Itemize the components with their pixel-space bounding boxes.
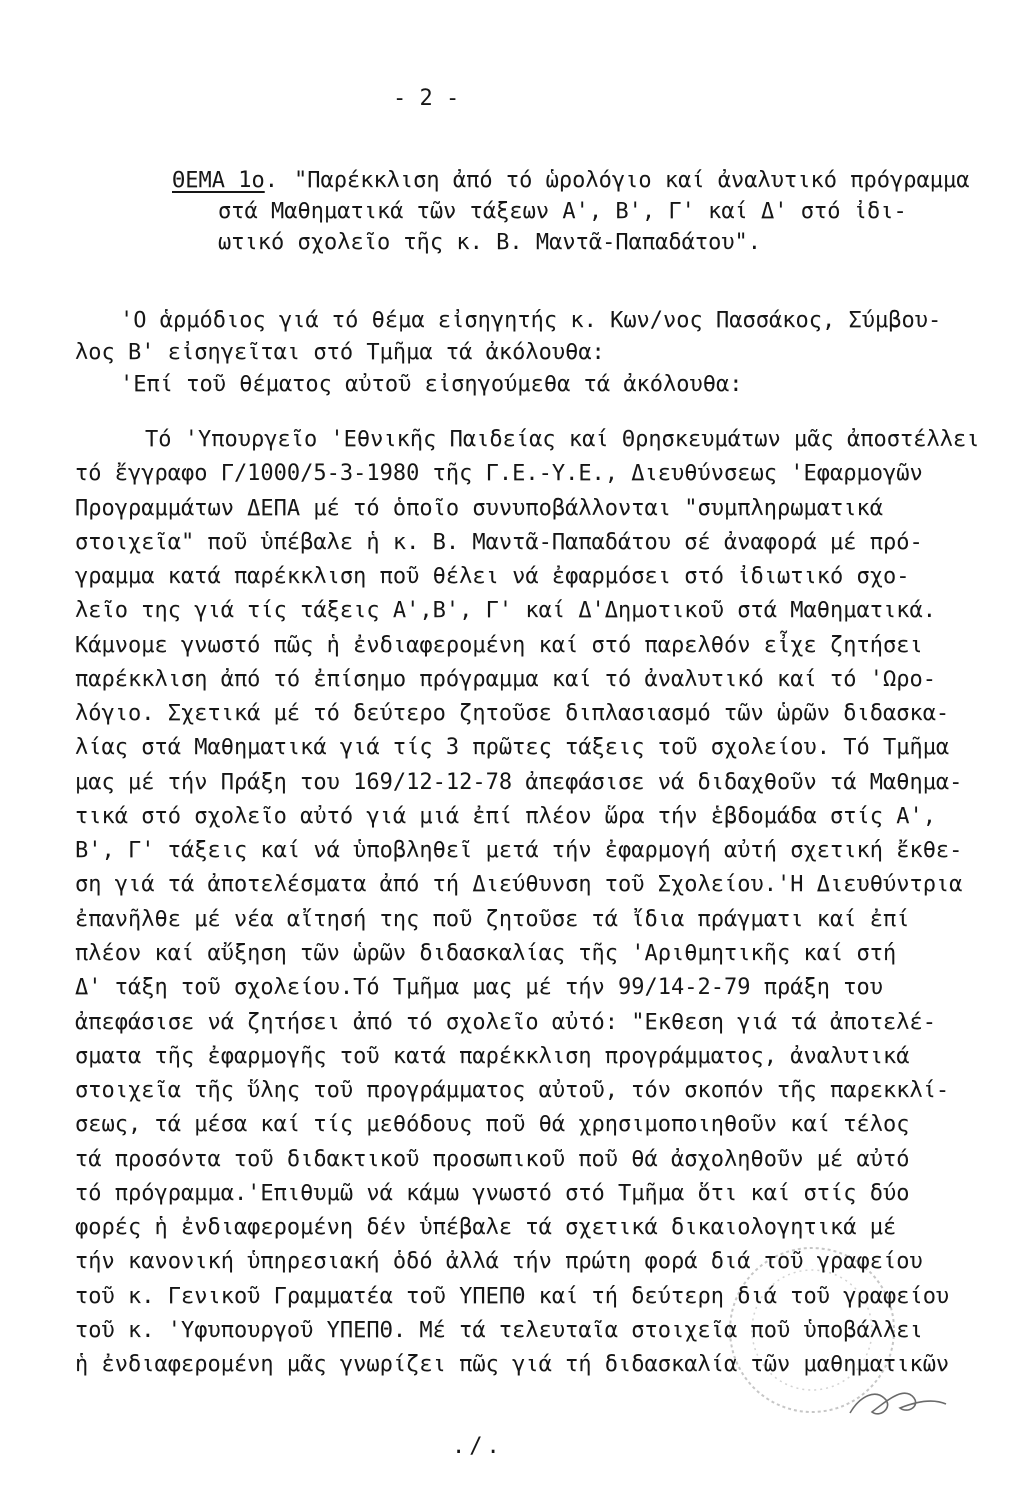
body-line: τοῦ κ. Γενικοῦ Γραμματέα τοῦ ΥΠΕΠΘ καί τή δεύτερη διά τοῦ γραφείου: [75, 1283, 950, 1309]
subject-line-3: ωτικό σχολεῖο τῆς κ. Β. Μαντᾶ-Παπαδάτου".: [218, 230, 762, 255]
subject-label: ΘΕΜΑ 1ο: [172, 168, 265, 193]
body-line: σματα τῆς ἐφαρμογῆς τοῦ κατά παρέκκλιση προγράμματος, ἀναλυτικά: [75, 1043, 910, 1069]
body-line: πλέον καί αὔξηση τῶν ὡρῶν διδασκαλίας τῆς 'Αριθμητικῆς καί στή: [75, 940, 897, 966]
body-line: μας μέ τήν Πράξη του 169/12-12-78 ἀπεφάσισε νά διδαχθοῦν τά Μαθημα-: [75, 769, 963, 795]
body-line: τικά στό σχολεῖο αὐτό γιά μιά ἐπί πλέον ὥρα τήν ἑβδομάδα στίς Α',: [75, 803, 936, 829]
body-line: ἡ ἐνδιαφερομένη μᾶς γνωρίζει πῶς γιά τή διδασκαλία τῶν μαθηματικῶν: [75, 1352, 950, 1378]
subject-text: "Παρέκκλιση ἀπό τό ὡρολόγιο καί ἀναλυτικό πρόγραμμα: [293, 168, 970, 193]
continuation-text: ./.: [452, 1434, 504, 1459]
intro-line: 'Επί τοῦ θέματος αὐτοῦ εἰσηγούμεθα τά ἀκόλουθα:: [120, 372, 743, 397]
body-line: τοῦ κ. 'Υφυπουργοῦ ΥΠΕΠΘ. Μέ τά τελευταῖα στοιχεῖα ποῦ ὑποβάλλει: [75, 1317, 923, 1343]
body-line: τό ἔγγραφο Γ/1000/5-3-1980 τῆς Γ.Ε.-Υ.Ε., Διευθύνσεως 'Εφαρμογῶν: [75, 461, 923, 487]
body-line: τό πρόγραμμα.'Επιθυμῶ νά κάμω γνωστό στό Τμῆμα ὅτι καί στίς δύο: [75, 1180, 910, 1206]
body-line: σεως, τά μέσα καί τίς μεθόδους ποῦ θά χρησιμοποιηθοῦν καί τέλος: [75, 1112, 910, 1138]
subject-block: [172, 165, 969, 258]
subject-line-2: στά Μαθηματικά τῶν τάξεων Α', Β', Γ' καί Δ' στό ἰδι-: [218, 199, 907, 224]
body-line: ση γιά τά ἀποτελέσματα ἀπό τή Διεύθυνση τοῦ Σχολείου.'Η Διευθύντρια: [75, 872, 963, 898]
intro-paragraph: [75, 305, 941, 401]
body-line: τήν κανονική ὑπηρεσιακή ὁδό ἀλλά τήν πρώτη φορά διά τοῦ γραφείου: [75, 1249, 923, 1275]
body-line: Κάμνομε γνωστό πῶς ἡ ἐνδιαφερομένη καί στό παρελθόν εἶχε ζητήσει: [75, 632, 923, 658]
page-number-header: [393, 84, 459, 114]
body-line: Προγραμμάτων ΔΕΠΑ μέ τό ὁποῖο συνυποβάλλονται "συμπληρωματικά: [75, 495, 883, 521]
body-line: παρέκκλιση ἀπό τό ἐπίσημο πρόγραμμα καί τό ἀναλυτικό καί τό 'Ωρο-: [75, 666, 936, 692]
body-line: φορές ἡ ἐνδιαφερομένη δέν ὑπέβαλε τά σχετικά δικαιολογητικά μέ: [75, 1215, 897, 1241]
body-line: στοιχεῖα" ποῦ ὑπέβαλε ἡ κ. Β. Μαντᾶ-Παπαδάτου σέ ἀναφορά μέ πρό-: [75, 529, 923, 555]
subject-line-1: [172, 165, 969, 196]
body-line: στοιχεῖα τῆς ὕλης τοῦ προγράμματος αὐτοῦ, τόν σκοπόν τῆς παρεκκλί-: [75, 1078, 950, 1104]
subject-label-suffix: .: [264, 168, 278, 193]
body-line: λεῖο της γιά τίς τάξεις Α',Β', Γ' καί Δ'Δημοτικοῦ στά Μαθηματικά.: [75, 598, 936, 624]
intro-line: λος Β' εἰσηγεῖται στό Τμῆμα τά ἀκόλουθα:: [75, 340, 605, 365]
page-number-text: - 2 -: [393, 86, 460, 111]
body-line: ἀπεφάσισε νά ζητήσει ἀπό τό σχολεῖο αὐτό: "Εκθεση γιά τά ἀποτελέ-: [75, 1009, 936, 1035]
body-line: ἐπανῆλθε μέ νέα αἴτησή της ποῦ ζητοῦσε τά ἴδια πράγματι καί ἐπί: [75, 906, 910, 932]
body-line: Δ' τάξη τοῦ σχολείου.Τό Τμῆμα μας μέ τήν 99/14-2-79 πράξη του: [75, 975, 883, 1001]
intro-line: 'Ο ἁρμόδιος γιά τό θέμα εἰσηγητής κ. Κων/νος Πασσάκος, Σύμβου-: [120, 308, 942, 333]
signature: [850, 1393, 946, 1414]
body-line: Β', Γ' τάξεις καί νά ὑποβληθεῖ μετά τήν ἐφαρμογή αὐτή σχετική ἔκθε-: [75, 838, 963, 864]
body-line: λόγιο. Σχετικά μέ τό δεύτερο ζητοῦσε διπλασιασμό τῶν ὡρῶν διδασκα-: [75, 701, 950, 727]
continuation-mark: [452, 1432, 504, 1462]
body-line: λίας στά Μαθηματικά γιά τίς 3 πρῶτες τάξεις τοῦ σχολείου. Τό Τμῆμα: [75, 735, 950, 761]
body-paragraph: [75, 423, 979, 1382]
body-line: τά προσόντα τοῦ διδακτικοῦ προσωπικοῦ ποῦ θά ἀσχοληθοῦν μέ αὐτό: [75, 1146, 910, 1172]
body-line: γραμμα κατά παρέκκλιση ποῦ θέλει νά ἐφαρμόσει στό ἰδιωτικό σχο-: [75, 564, 910, 590]
body-line: Τό 'Υπουργεῖο 'Εθνικῆς Παιδείας καί Θρησκευμάτων μᾶς ἀποστέλλει: [145, 427, 980, 452]
